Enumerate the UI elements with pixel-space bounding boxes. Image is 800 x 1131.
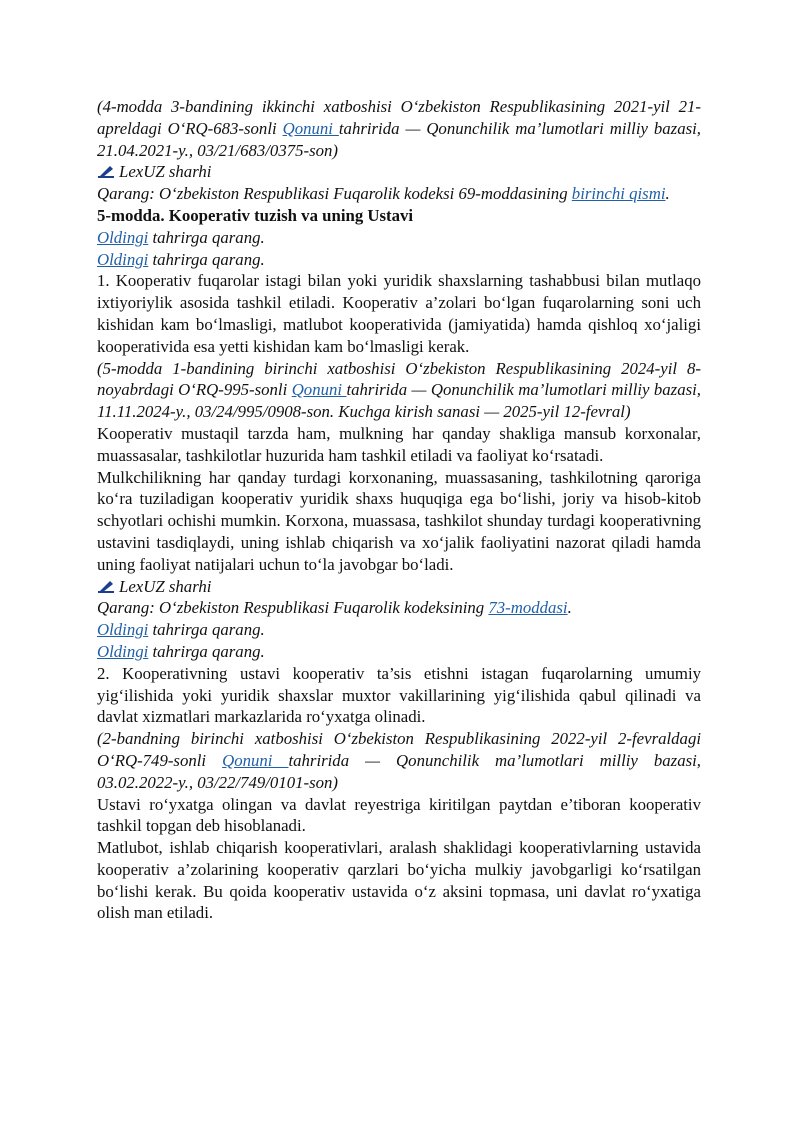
- reference-link[interactable]: birinchi qismi: [571, 184, 666, 204]
- text-run: tahrirga qarang.: [148, 249, 265, 269]
- text-run: (4-modda 3-bandining ikkinchi xatboshisi O‘zbekiston Respublikasining 2021-yil 21-apreldagi O‘RQ-683-sonli: [97, 97, 701, 138]
- see-also-note: [97, 183, 701, 205]
- text-run: Kooperativ mustaqil tarzda ham, mulkning har qanday shakliga mansub korxonalar, muassasalar, tashkilotlar huzurida ham tashkil etiladi va faoliyat ko‘rsatadi.: [97, 423, 701, 465]
- see-also-note: [97, 597, 701, 619]
- paragraph: [97, 467, 701, 576]
- pen-icon: [97, 579, 115, 593]
- reference-link[interactable]: Oldingi: [97, 249, 149, 269]
- text-run: tahririda — Qonunchilik ma’lumotlari milliy bazasi, 11.11.2024-y., 03/24/995/0908-son. Kuchga kirish sanasi — 2025-yil 12-fevral): [97, 380, 701, 422]
- reference-link[interactable]: Oldingi: [97, 620, 149, 640]
- text-run: Mulkchilikning har qanday turdagi korxonaning, muassasaning, tashkilotning qaroriga ko‘ra tuziladigan kooperativ yuridik shaxs huquqiga ega bo‘lishi, joriy va hisob-kitob schyotlari ochishi mumkin. Korxona, muassasa, tashkilot shunday turdagi kooperativning ustavini tasdiqlaydi, uning ishlab chiqarish va xo‘jalik faoliyatini nazorat qiladi hamda uning faoliyat natijalari uchun to‘la javobgar bo‘ladi.: [97, 467, 701, 574]
- document-page: [97, 96, 701, 924]
- amendment-note: [97, 358, 701, 423]
- previous-edition-note: [97, 641, 701, 663]
- lexuz-commentary: [97, 576, 701, 598]
- article-heading: [97, 205, 701, 227]
- reference-link[interactable]: Qonuni: [291, 380, 347, 400]
- reference-link[interactable]: Oldingi: [97, 227, 149, 247]
- text-run: Matlubot, ishlab chiqarish kooperativlari, aralash shaklidagi kooperativlarning ustavida kooperativ a’zolarining kooperativ qarzlari bo‘yicha mulkiy javobgarligi ko‘rsatilgan bo‘lishi kerak. Bu qoida kooperativ ustavida o‘z aksini topmasa, uni davlat ro‘yxatiga olish man etiladi.: [97, 838, 701, 923]
- amendment-note: [97, 728, 701, 793]
- text-run: Ustavi ro‘yxatga olingan va davlat reyestriga kiritilgan paytdan e’tiboran kooperativ tashkil topgan deb hisoblanadi.: [97, 794, 701, 836]
- text-run: Qarang: O‘zbekiston Respublikasi Fuqarolik kodeksi 69-moddasining: [97, 184, 572, 204]
- reference-link[interactable]: Qonuni: [222, 750, 289, 770]
- text-run: 1. Kooperativ fuqarolar istagi bilan yoki yuridik shaxslarning tashabbusi bilan mutlaqo ixtiyoriylik asosida tashkil etiladi. Kooperativ a’zolari bo‘lgan fuqarolarning soni uch kishidan kam bo‘lmasligi, matlubot kooperativida (jamiyatida) hamda qishloq xo‘jaligi kooperativida esa yetti kishidan kam bo‘lmasligi kerak.: [97, 271, 701, 356]
- previous-edition-note: [97, 249, 701, 271]
- paragraph: [97, 423, 701, 467]
- paragraph: [97, 270, 701, 357]
- text-run: tahrirga qarang.: [148, 641, 265, 661]
- previous-edition-note: [97, 227, 701, 249]
- reference-link[interactable]: Oldingi: [97, 641, 149, 661]
- reference-link[interactable]: Qonuni: [282, 118, 339, 138]
- text-run: 5-modda. Kooperativ tuzish va uning Ustavi: [97, 205, 414, 225]
- reference-link[interactable]: 73-moddasi: [488, 598, 568, 618]
- paragraph: [97, 663, 701, 728]
- amendment-note: [97, 96, 701, 161]
- text-run: Qarang: O‘zbekiston Respublikasi Fuqarolik kodeksining: [97, 598, 489, 618]
- text-run: (5-modda 1-bandining birinchi xatboshisi O‘zbekiston Respublikasining 2024-yil 8-noyabrdagi O‘RQ-995-sonli: [97, 358, 701, 400]
- pen-icon: [97, 164, 115, 178]
- text-run: LexUZ sharhi: [119, 162, 212, 182]
- text-run: .: [665, 184, 670, 204]
- text-run: tahririda — Qonunchilik ma’lumotlari milliy bazasi, 03.02.2022-y., 03/22/749/0101-son): [97, 750, 701, 792]
- text-run: tahrirga qarang.: [148, 227, 265, 247]
- text-run: LexUZ sharhi: [119, 576, 212, 596]
- text-run: tahrirga qarang.: [148, 620, 265, 640]
- previous-edition-note: [97, 619, 701, 641]
- text-run: .: [567, 598, 572, 618]
- paragraph: [97, 837, 701, 924]
- lexuz-commentary: [97, 161, 701, 183]
- text-run: (2-bandning birinchi xatboshisi O‘zbekiston Respublikasining 2022-yil 2-fevraldagi O‘RQ-749-sonli: [97, 729, 701, 770]
- paragraph: [97, 794, 701, 838]
- text-run: tahririda — Qonunchilik ma’lumotlari milliy bazasi, 21.04.2021-y., 03/21/683/0375-son): [97, 118, 701, 160]
- text-run: 2. Kooperativning ustavi kooperativ ta’sis etishni istagan fuqarolarning umumiy yig‘ilishida yoki yuridik shaxslar muxtor vakillarining yig‘ilishida qabul qilinadi va davlat xizmatlari markazlarida ro‘yxatga olinadi.: [97, 663, 701, 727]
